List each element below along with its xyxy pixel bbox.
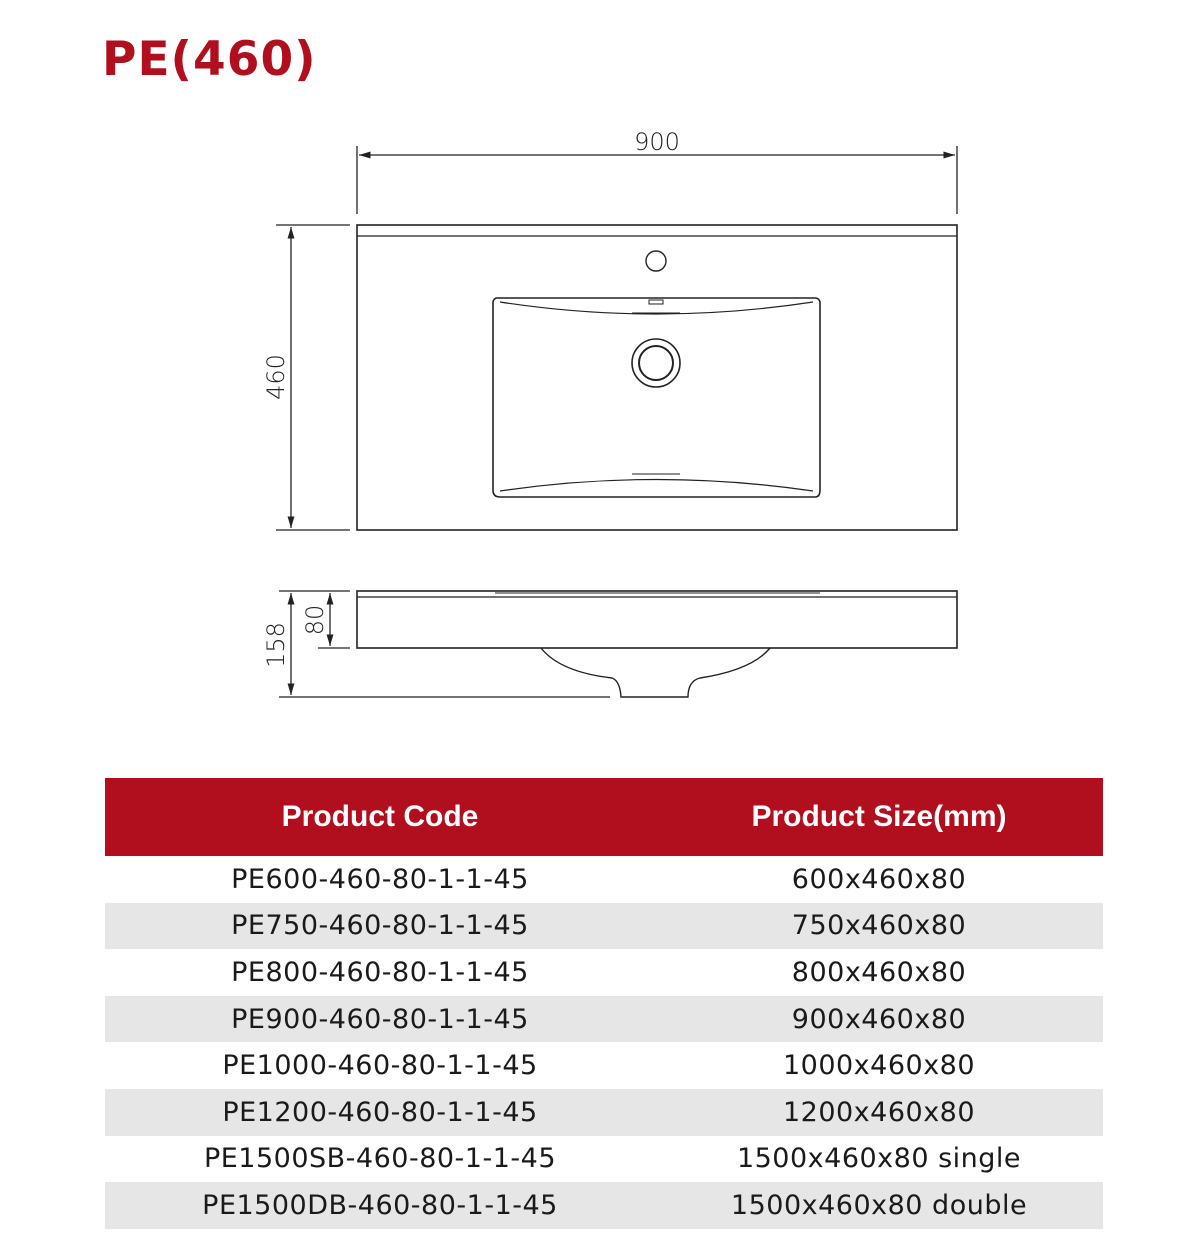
product-code-cell: PE1500DB-460-80-1-1-45 [105, 1182, 655, 1229]
page-title: PE(460) [102, 32, 317, 87]
product-code-header: Product Code [105, 778, 655, 856]
product-size-cell: 800x460x80 [791, 956, 967, 988]
product-size-cell: 750x460x80 [655, 903, 1103, 950]
product-size-cell: 1200x460x80 [655, 1089, 1103, 1136]
basin-height-label: 80 [301, 604, 329, 636]
table-row [105, 1089, 1103, 1136]
table-header-row [105, 778, 1103, 856]
product-size-cell: 1500x460x80 double [655, 1182, 1103, 1229]
table-row [105, 1182, 1103, 1229]
table-row [105, 949, 1103, 996]
product-size-header: Product Size(mm) [655, 778, 1103, 856]
product-code-cell: PE1200-460-80-1-1-45 [105, 1089, 655, 1136]
product-size-cell: 600x460x80 [791, 863, 967, 895]
basin-side-view [357, 591, 957, 697]
height-dimensions [262, 591, 610, 697]
table-row [105, 1136, 1103, 1183]
width-label: 900 [634, 128, 680, 156]
product-size-cell: 1500x460x80 single [736, 1143, 1022, 1175]
product-code-cell: PE1000-460-80-1-1-45 [222, 1050, 538, 1082]
table-row [105, 1042, 1103, 1089]
product-code-cell: PE600-460-80-1-1-45 [231, 863, 529, 895]
product-code-cell: PE800-460-80-1-1-45 [231, 956, 529, 988]
product-size-cell: 1000x460x80 [782, 1050, 976, 1082]
table-row [105, 903, 1103, 950]
product-spec-table [105, 778, 1103, 1229]
product-code-cell: PE900-460-80-1-1-45 [105, 996, 655, 1043]
tap-hole-icon [646, 251, 666, 271]
total-height-label: 158 [262, 622, 290, 668]
product-code-cell: PE1500SB-460-80-1-1-45 [203, 1143, 557, 1175]
product-size-cell: 900x460x80 [655, 996, 1103, 1043]
depth-dimension [262, 225, 350, 530]
product-code-cell: PE750-460-80-1-1-45 [105, 903, 655, 950]
table-row [105, 996, 1103, 1043]
basin-top-view [357, 225, 957, 530]
depth-label: 460 [262, 354, 290, 400]
width-dimension [357, 128, 957, 214]
table-row [105, 856, 1103, 903]
